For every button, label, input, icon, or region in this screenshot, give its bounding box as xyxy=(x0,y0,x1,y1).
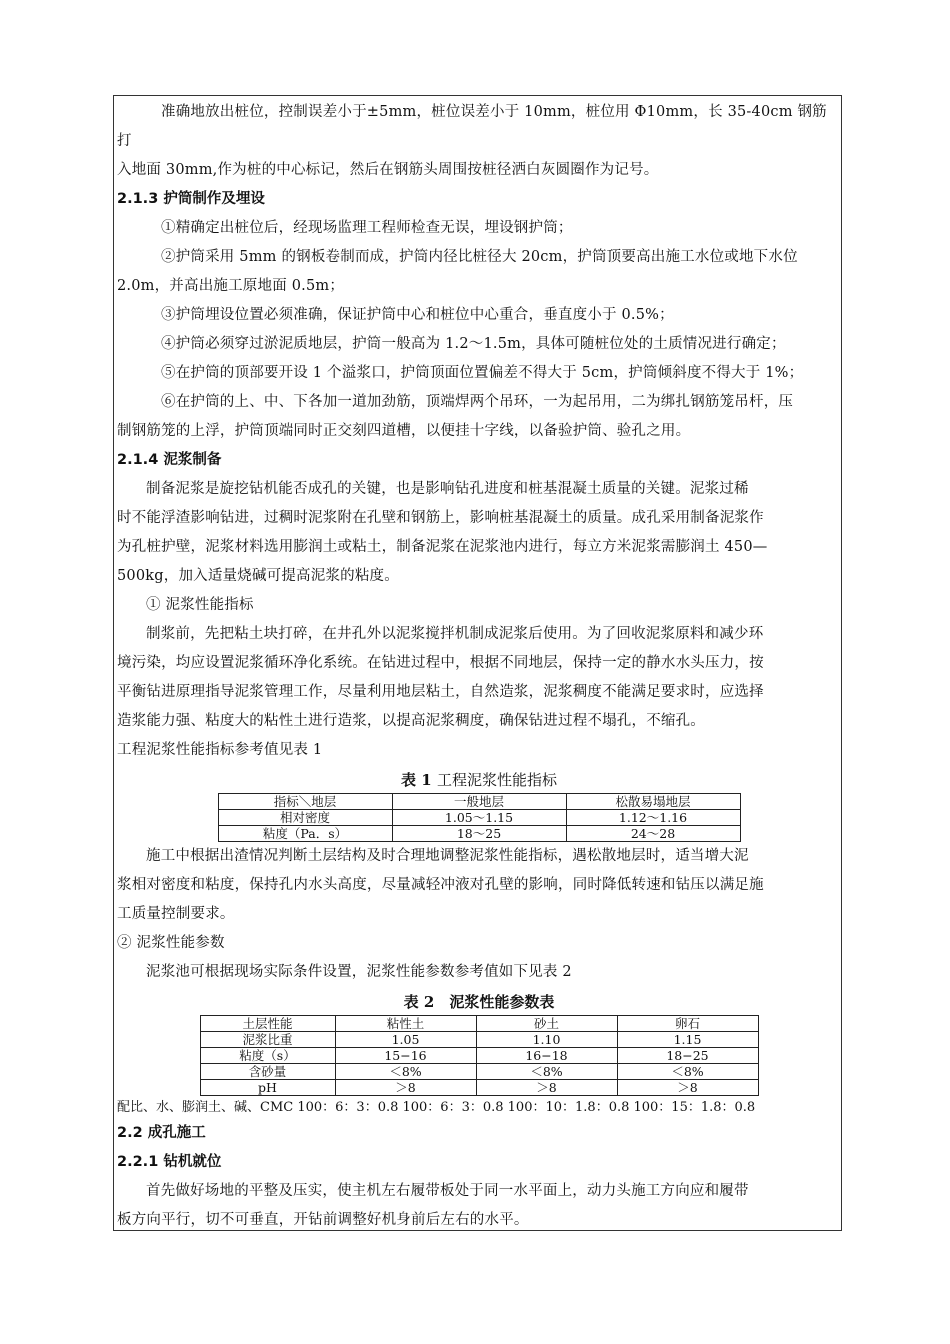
table-cell: 泥浆比重 xyxy=(200,1032,335,1048)
rig-paragraph: 板方向平行，切不可垂直，开钻前调整好机身前后左右的水平。 xyxy=(117,1212,529,1228)
table-cell: 1.15 xyxy=(617,1032,758,1048)
casing-item: 2.0m，并高出施工原地面 0.5m； xyxy=(117,278,345,294)
table-cell: 24～28 xyxy=(566,826,740,842)
mix-ratio-row: 配比、水、膨润土、碱、CMC 100：6：3：0.8 100：6：3：0.8 100：10：1.8：0.8 100：15：1.8：0.8 xyxy=(117,1100,756,1115)
table-cell: 粘度（Pa．s） xyxy=(218,826,392,842)
table-row xyxy=(200,1032,758,1048)
table-cell: ＞8 xyxy=(335,1080,476,1096)
table-cell: 卵石 xyxy=(617,1016,758,1032)
table2-reference: 泥浆池可根据现场实际条件设置，泥浆性能参数参考值如下见表 2 xyxy=(146,964,572,980)
casing-item: ①精确定出桩位后，经现场监理工程师检查无误，埋设钢护筒； xyxy=(161,220,573,236)
section-heading-2-2-1: 2.2.1 钻机就位 xyxy=(117,1154,222,1170)
table-cell: ＞8 xyxy=(617,1080,758,1096)
section-heading-2-1-3: 2.1.3 护筒制作及埋设 xyxy=(117,191,265,207)
table1-mud-indicators xyxy=(218,793,741,842)
intro-line: 入地面 30mm,作为桩的中心标记，然后在钢筋头周围按桩径洒白灰圆圈作为记号。 xyxy=(117,162,659,178)
table-cell: pH xyxy=(200,1080,335,1096)
mud-paragraph: 造浆能力强、粘度大的粘性土进行造浆，以提高泥浆稠度，确保钻进过程不塌孔，不缩孔。 xyxy=(117,713,705,729)
table-cell: 15−16 xyxy=(335,1048,476,1064)
table-cell: ＜8% xyxy=(335,1064,476,1080)
table-row xyxy=(200,1080,758,1096)
table-row xyxy=(218,810,740,826)
mud-paragraph: 500kg，加入适量烧碱可提高泥浆的粘度。 xyxy=(117,568,399,584)
table-cell: 土层性能 xyxy=(200,1016,335,1032)
casing-item: ⑤在护筒的顶部要开设 1 个溢浆口，护筒顶面位置偏差不得大于 5cm，护筒倾斜度不得大于 1%； xyxy=(161,365,804,381)
table2-mud-parameters xyxy=(200,1015,759,1096)
table1-caption xyxy=(117,767,841,793)
casing-item: ③护筒埋设位置必须准确，保证护筒中心和桩位中心重合，垂直度小于 0.5%； xyxy=(161,307,674,323)
table-cell: 18～25 xyxy=(392,826,566,842)
casing-item: ②护筒采用 5mm 的钢板卷制而成，护筒内径比桩径大 20cm，护筒顶要高出施工水位或地下水位 xyxy=(161,249,798,265)
table-cell: ＞8 xyxy=(476,1080,617,1096)
table-cell: ＜8% xyxy=(617,1064,758,1080)
casing-item: ⑥在护筒的上、中、下各加一道加劲筋，顶端焊两个吊环，一为起吊用，二为绑扎钢筋笼吊杆，压 xyxy=(161,394,794,410)
rig-paragraph: 首先做好场地的平整及压实，使主机左右履带板处于同一水平面上，动力头施工方向应和履带 xyxy=(146,1183,749,1199)
table-cell: 松散易塌地层 xyxy=(566,794,740,810)
table-cell: 一般地层 xyxy=(392,794,566,810)
casing-item: ④护筒必须穿过淤泥质地层，护筒一般高为 1.2～1.5m，具体可随桩位处的土质情况进行确定； xyxy=(161,336,786,352)
mud-paragraph: 工质量控制要求。 xyxy=(117,906,235,922)
table-cell: ＜8% xyxy=(476,1064,617,1080)
section-heading-2-1-4: 2.1.4 泥浆制备 xyxy=(117,452,222,468)
table-row xyxy=(218,794,740,810)
table-row xyxy=(218,826,740,842)
table-cell: 16−18 xyxy=(476,1048,617,1064)
mud-paragraph: 施工中根据出渣情况判断土层结构及时合理地调整泥浆性能指标，遇松散地层时，适当增大泥 xyxy=(146,848,749,864)
table-cell: 含砂量 xyxy=(200,1064,335,1080)
table1-reference: 工程泥浆性能指标参考值见表 1 xyxy=(117,742,323,758)
table1-caption-text: 工程泥浆性能指标 xyxy=(436,771,557,789)
intro-line: 准确地放出桩位，控制误差小于±5mm，桩位误差小于 10mm，桩位用 Φ10mm，长 35-40cm 钢筋打 xyxy=(117,104,827,149)
table-cell: 18−25 xyxy=(617,1048,758,1064)
mud-paragraph: 平衡钻进原理指导泥浆管理工作，尽量利用地层粘土，自然造浆，泥浆稠度不能满足要求时，应选择 xyxy=(117,684,764,700)
subheading-mud-parameters: ② 泥浆性能参数 xyxy=(117,935,225,951)
table-row xyxy=(200,1016,758,1032)
table-row xyxy=(200,1048,758,1064)
document-body xyxy=(117,98,841,1235)
table-cell: 1.05～1.15 xyxy=(392,810,566,826)
mud-paragraph: 为孔桩护壁，泥浆材料选用膨润土或粘土，制备泥浆在泥浆池内进行，每立方米泥浆需膨润土 450— xyxy=(117,539,768,555)
table-cell: 粘度（s） xyxy=(200,1048,335,1064)
mud-paragraph: 时不能浮渣影响钻进，过稠时泥浆附在孔壁和钢筋上，影响桩基混凝土的质量。成孔采用制备泥浆作 xyxy=(117,510,764,526)
table2-caption: 表 2 泥浆性能参数表 xyxy=(403,993,555,1011)
subheading-mud-indicators: ① 泥浆性能指标 xyxy=(146,597,254,613)
mud-paragraph: 制浆前，先把粘土块打碎，在井孔外以泥浆搅拌机制成泥浆后使用。为了回收泥浆原料和减少环 xyxy=(146,626,764,642)
table-cell: 指标＼地层 xyxy=(218,794,392,810)
table1-caption-number: 表 1 xyxy=(401,771,432,789)
mud-paragraph: 制备泥浆是旋挖钻机能否成孔的关键，也是影响钻孔进度和桩基混凝土质量的关键。泥浆过稀 xyxy=(146,481,749,497)
table-row xyxy=(200,1064,758,1080)
table-cell: 1.05 xyxy=(335,1032,476,1048)
mud-paragraph: 境污染，均应设置泥浆循环净化系统。在钻进过程中，根据不同地层，保持一定的静水水头压力，按 xyxy=(117,655,764,671)
mud-paragraph: 浆相对密度和粘度，保持孔内水头高度，尽量减轻冲液对孔壁的影响，同时降低转速和钻压以满足施 xyxy=(117,877,764,893)
section-heading-2-2: 2.2 成孔施工 xyxy=(117,1125,206,1141)
casing-item: 制钢筋笼的上浮，护筒顶端同时正交刻四道槽，以便挂十字线，以备验护筒、验孔之用。 xyxy=(117,423,691,439)
table-cell: 粘性土 xyxy=(335,1016,476,1032)
table-cell: 1.10 xyxy=(476,1032,617,1048)
table-cell: 砂土 xyxy=(476,1016,617,1032)
table-cell: 1.12～1.16 xyxy=(566,810,740,826)
table-cell: 相对密度 xyxy=(218,810,392,826)
